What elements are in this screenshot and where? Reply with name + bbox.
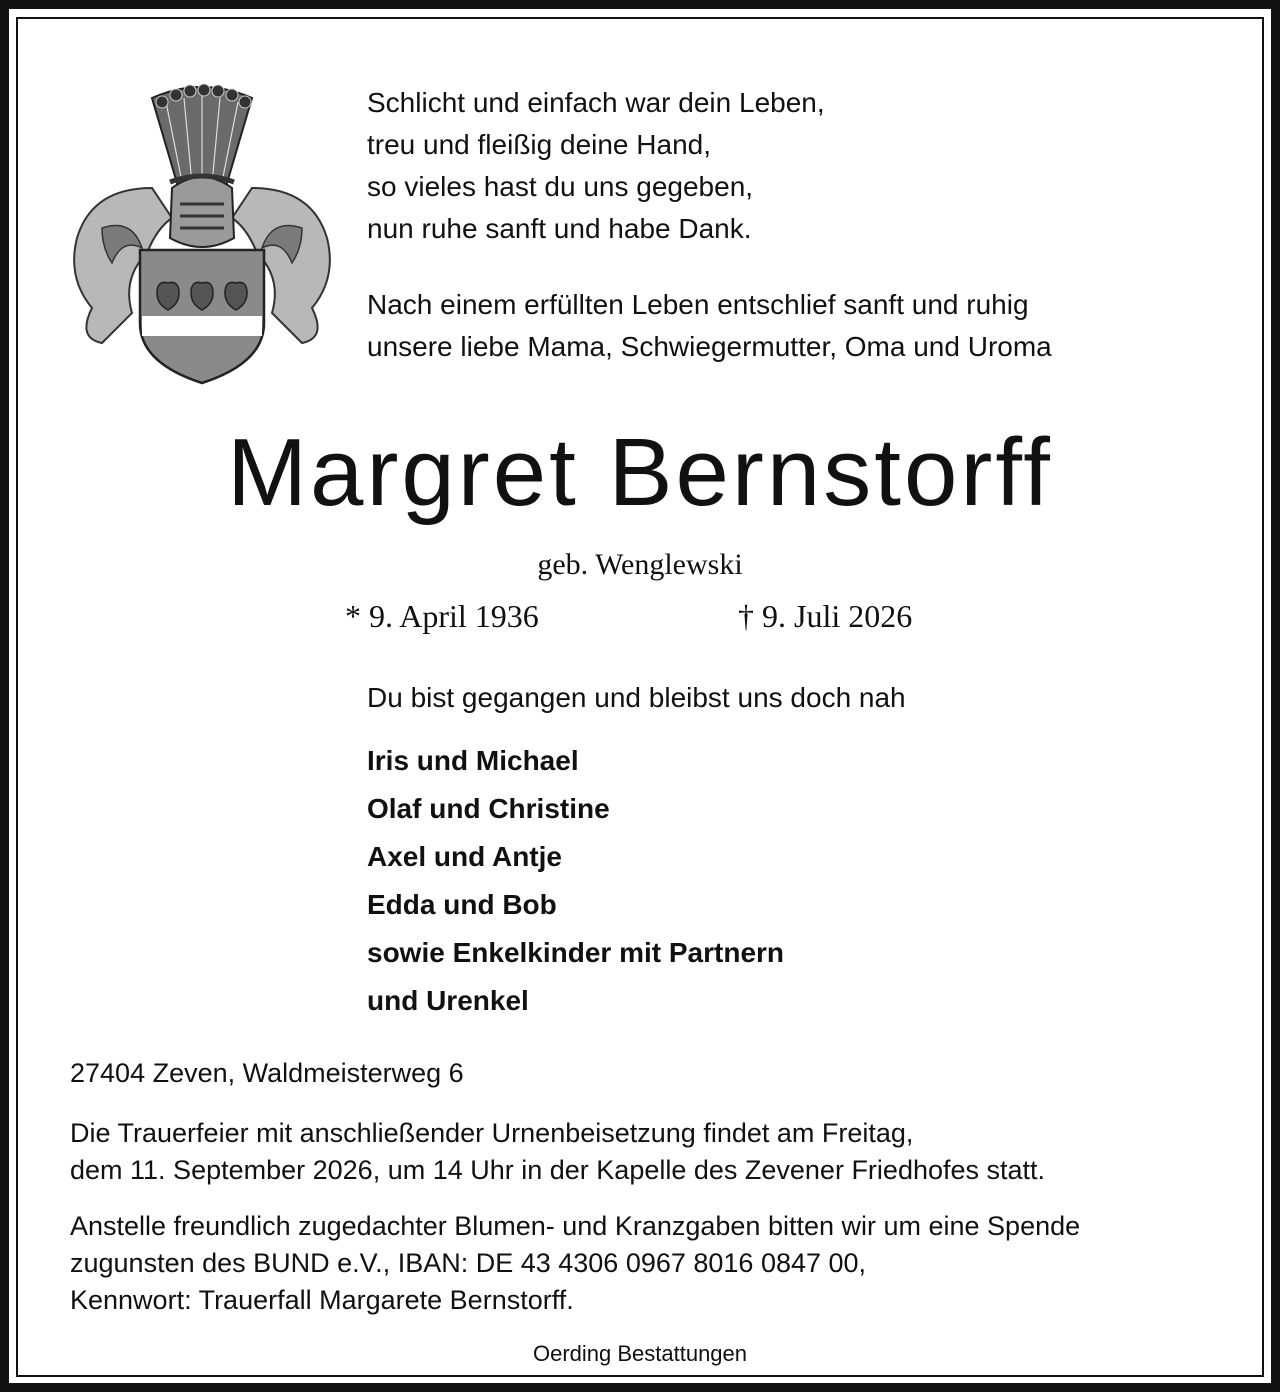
donation-info [70,1208,1080,1319]
donation-line: Anstelle freundlich zugedachter Blumen- und Kranzgaben bitten wir um eine Spende [70,1211,1081,1241]
address-line: 27404 Zeven, Waldmeisterweg 6 [70,1058,464,1088]
poem-line: so vieles hast du uns gegeben, [367,171,754,202]
ceremony-line: Die Trauerfeier mit anschließender Urnenbeisetzung findet am Freitag, [70,1118,914,1148]
address [70,1055,464,1092]
intro-line: unsere liebe Mama, Schwiegermutter, Oma und Uroma [367,331,1052,362]
coat-of-arms-icon [62,78,342,388]
family-member: und Urenkel [367,985,529,1016]
birth-date: * 9. April 1936 [345,598,539,634]
family-member: Axel und Antje [367,841,562,872]
announcement-intro [367,284,1052,368]
poem-line: treu und fleißig deine Hand, [367,129,711,160]
deceased-name: Margret Bernstorff [227,419,1053,526]
family-member: Edda und Bob [367,889,557,920]
donation-line: Kennwort: Trauerfall Margarete Bernstorff. [70,1285,574,1315]
crest-shield [140,250,264,383]
death-date: † 9. Juli 2026 [738,598,913,634]
family-member: sowie Enkelkinder mit Partnern [367,937,785,968]
poem-line: nun ruhe sanft und habe Dank. [367,213,752,244]
family-member: Iris und Michael [367,745,579,776]
birth-name: geb. Wenglewski [537,548,743,581]
family-list [367,737,784,1025]
poem [367,82,825,250]
undertaker-name: Oerding Bestattungen [532,1341,748,1366]
intro-line: Nach einem erfüllten Leben entschlief sanft und ruhig [367,289,1029,320]
crest-helmet [170,176,234,247]
family-member: Olaf und Christine [367,793,610,824]
poem-line: Schlicht und einfach war dein Leben, [367,87,825,118]
farewell-line: Du bist gegangen und bleibst uns doch nah [367,682,906,713]
ceremony-info [70,1115,1045,1189]
ceremony-line: dem 11. September 2026, um 14 Uhr in der Kapelle des Zevener Friedhofes statt. [70,1155,1046,1185]
donation-line: zugunsten des BUND e.V., IBAN: DE 43 4306 0967 8016 0847 00, [70,1248,867,1278]
